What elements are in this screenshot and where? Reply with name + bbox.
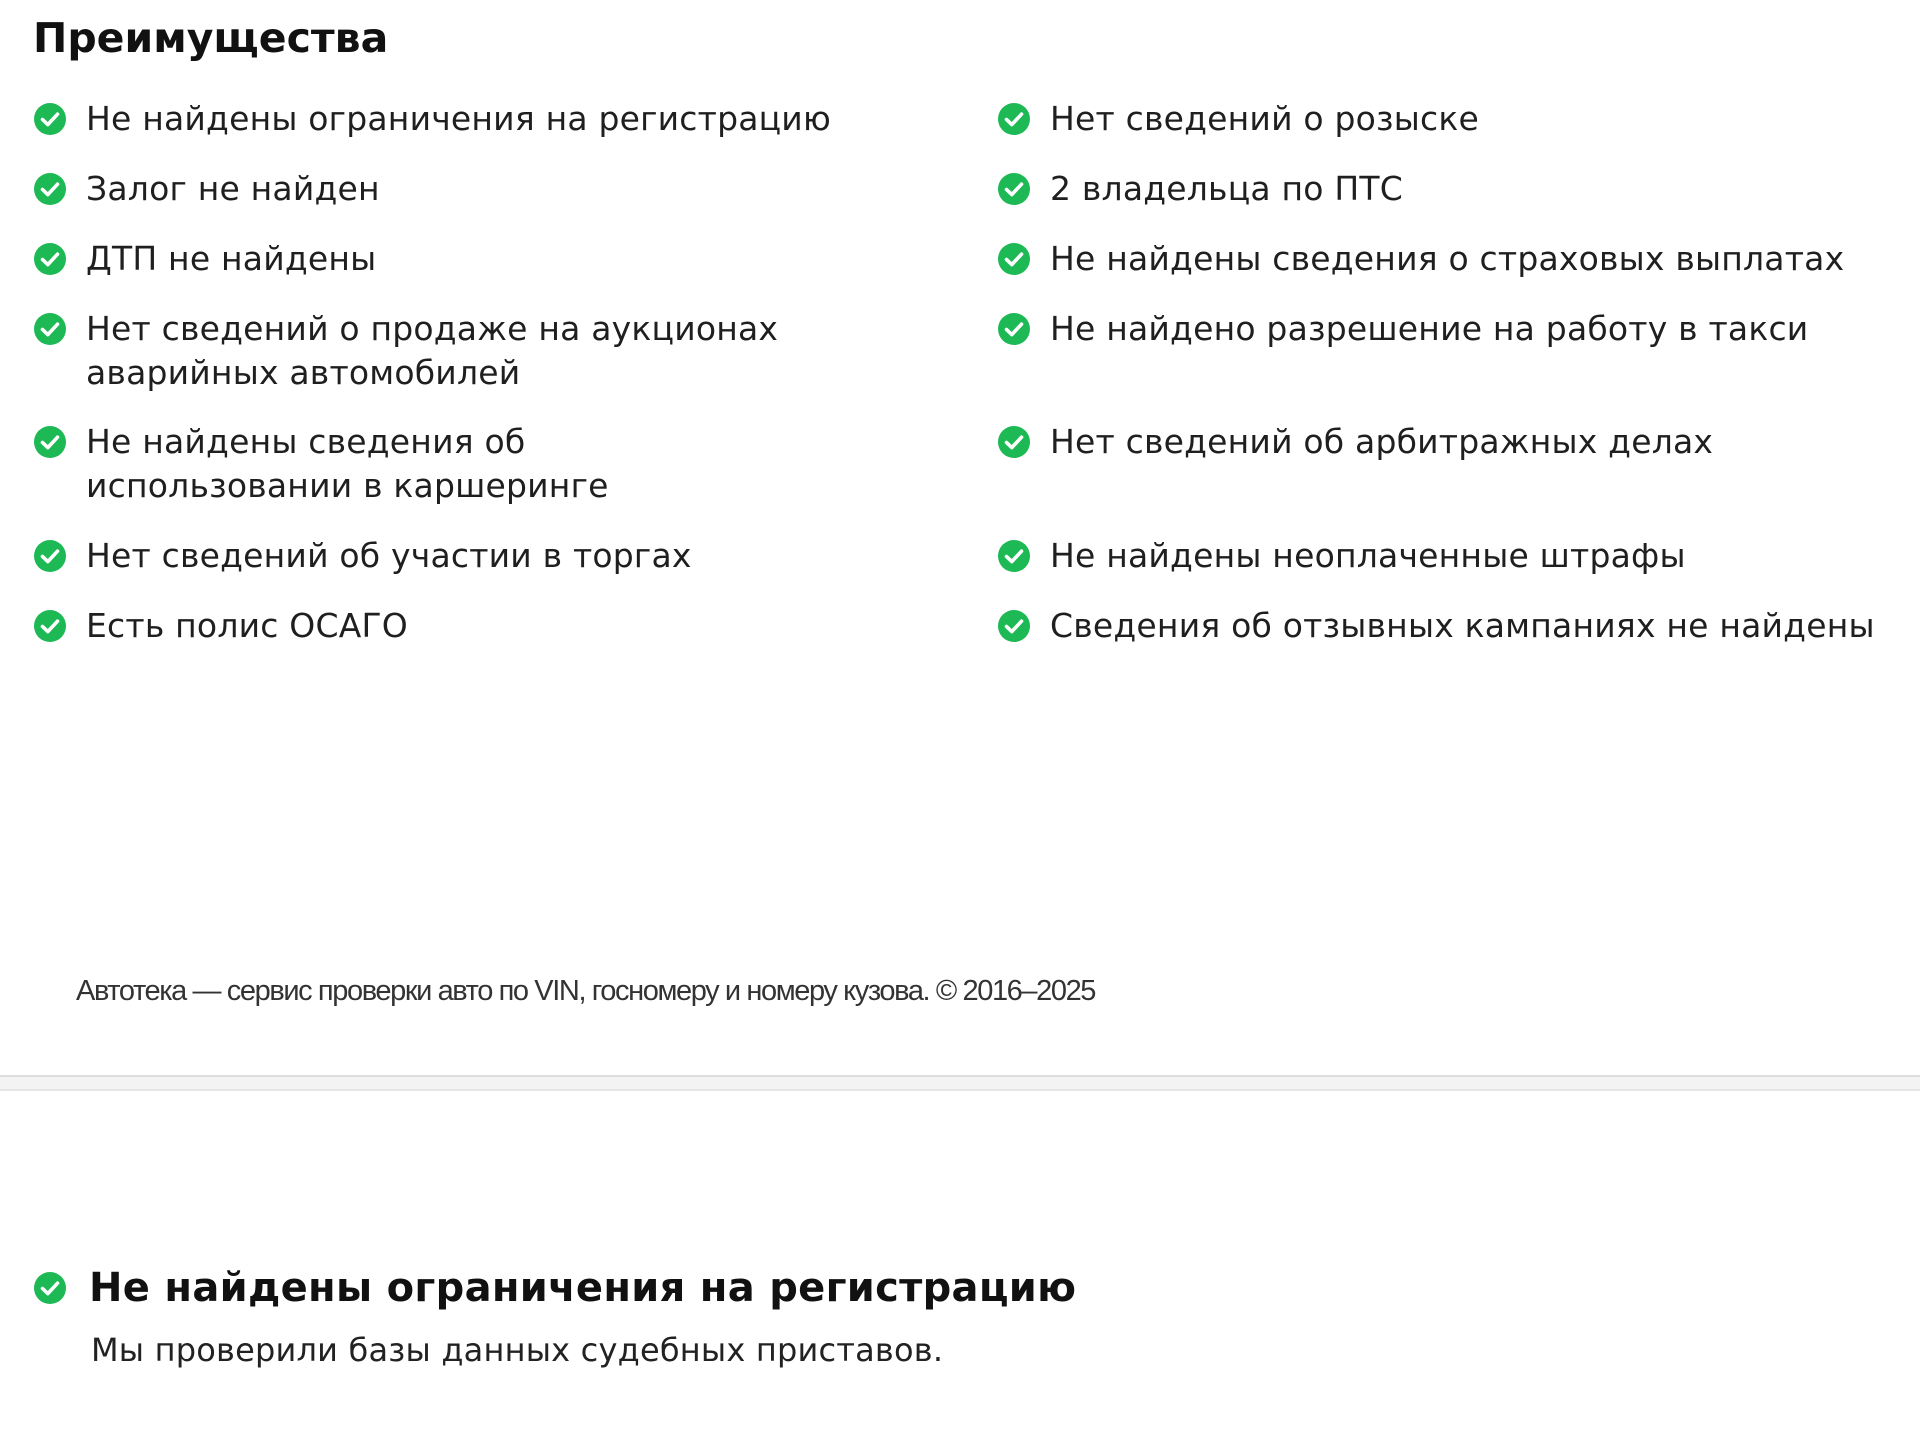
check-circle-icon [33,539,67,573]
advantage-text: Не найдены ограничения на регистрацию [86,99,831,138]
check-circle-icon [997,172,1031,206]
advantage-text: Не найдены неоплаченные штрафы [1050,536,1686,575]
check-circle-icon [33,172,67,206]
check-circle-icon [33,425,67,459]
advantage-text: Не найдены сведения о страховых выплатах [1050,239,1845,278]
section-divider [0,1075,1920,1091]
check-circle-icon [33,1271,67,1305]
advantages-title: Преимущества [33,14,389,62]
check-circle-icon [33,609,67,643]
advantage-text: Нет сведений о розыске [1050,99,1480,138]
check-circle-icon [997,102,1031,136]
check-circle-icon [997,539,1031,573]
advantage-item [33,307,963,395]
check-circle-icon [997,609,1031,643]
advantage-item [33,97,831,141]
detail-section [33,1265,1833,1369]
advantage-text: Есть полис ОСАГО [86,606,408,645]
advantage-text: Нет сведений о продаже на аукционах аварийных автомобилей [86,309,779,392]
check-circle-icon [997,312,1031,346]
advantage-item [33,420,793,508]
detail-title: Не найдены ограничения на регистрацию [89,1265,1077,1311]
advantage-item [33,604,408,648]
advantage-item [33,237,376,281]
check-circle-icon [997,425,1031,459]
check-circle-icon [33,242,67,276]
advantage-text: Не найдено разрешение на работу в такси [1050,309,1809,348]
footer-copyright: Автотека — сервис проверки авто по VIN, госномеру и номеру кузова. © 2016–2025 [76,975,1096,1007]
advantage-item [997,604,1875,648]
advantage-text: Нет сведений об арбитражных делах [1050,422,1714,461]
check-circle-icon [33,102,67,136]
advantage-text: Сведения об отзывных кампаниях не найдены [1050,606,1875,645]
advantage-text: ДТП не найдены [86,239,377,278]
advantage-text: Не найдены сведения об использовании в каршеринге [86,422,609,505]
advantage-item [997,534,1686,578]
advantage-item [997,237,1844,281]
advantage-item [33,167,380,211]
advantage-text: Нет сведений об участии в торгах [86,536,692,575]
advantage-text: 2 владельца по ПТС [1050,169,1403,208]
check-circle-icon [997,242,1031,276]
advantage-text: Залог не найден [86,169,380,208]
advantage-item [997,420,1713,464]
advantage-item [997,307,1808,351]
detail-header [33,1265,1833,1311]
advantage-item [33,534,692,578]
detail-description: Мы проверили базы данных судебных приставов. [91,1331,944,1369]
check-circle-icon [33,312,67,346]
advantage-item [997,167,1403,211]
advantage-item [997,97,1479,141]
